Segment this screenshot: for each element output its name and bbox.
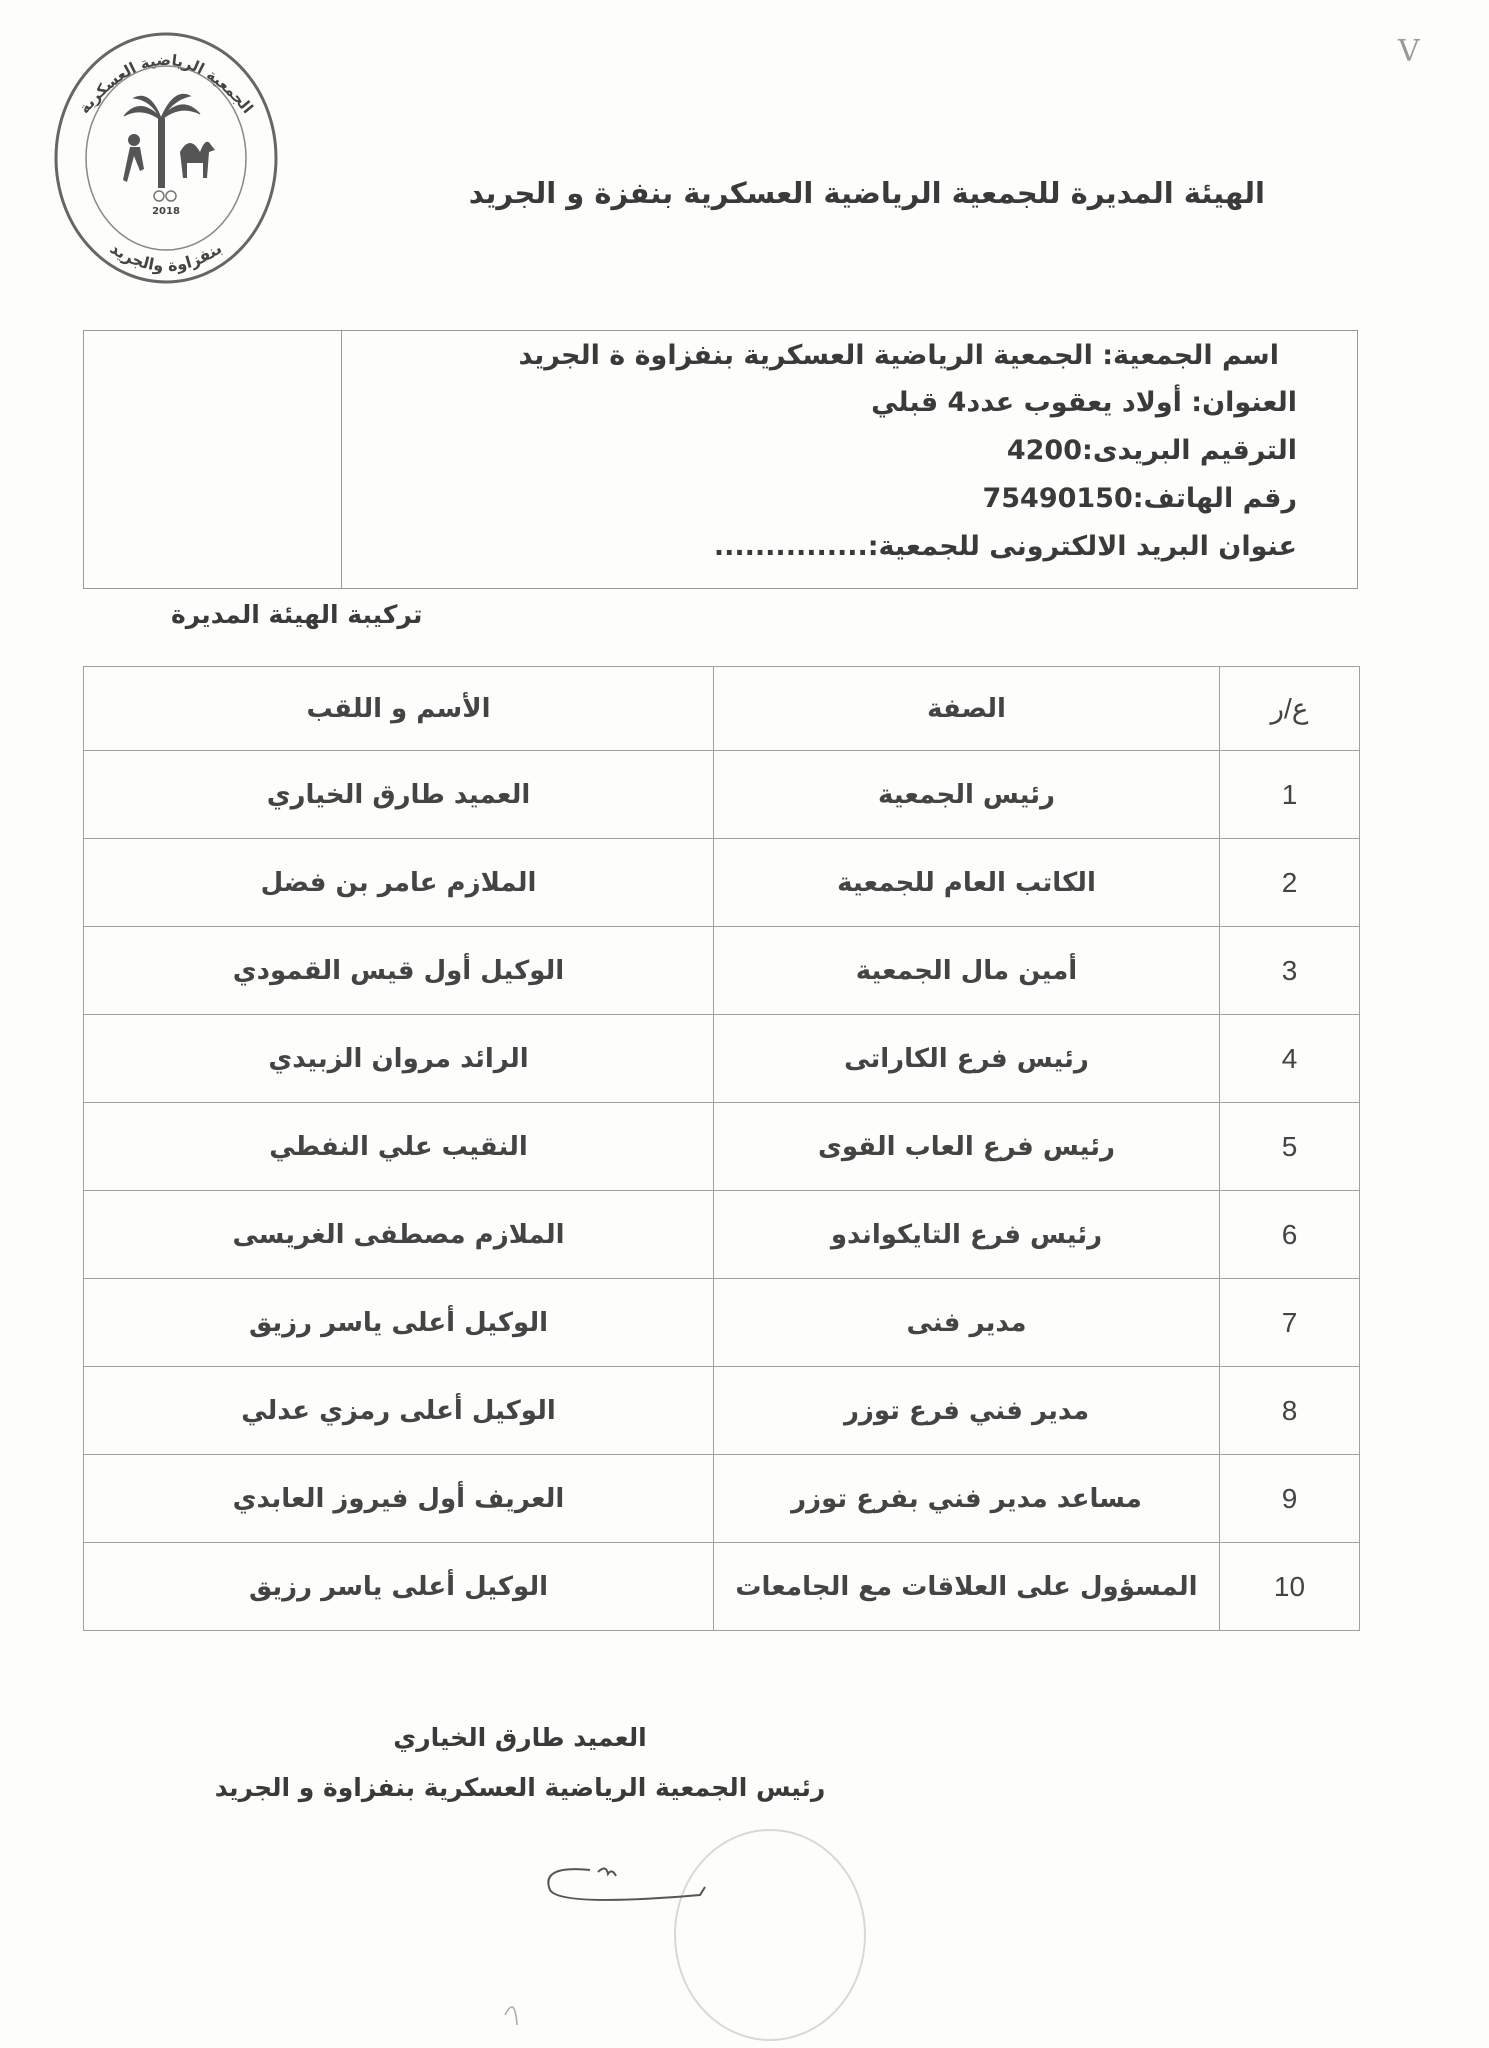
table-row <box>84 1103 1360 1191</box>
row-name: الملازم مصطفى الغريسى <box>84 1191 714 1279</box>
row-name: الوكيل أعلى ياسر رزيق <box>84 1543 714 1631</box>
page-title: الهيئة المديرة للجمعية الرياضية العسكرية بنفزة و الجريد <box>468 176 1265 210</box>
table-row <box>84 1455 1360 1543</box>
row-role: مساعد مدير فني بفرع توزر <box>714 1455 1220 1543</box>
association-postal-code: الترقيم البريدى:4200 <box>1006 435 1297 466</box>
table-row <box>84 1543 1360 1631</box>
row-name: العريف أول فيروز العابدي <box>84 1455 714 1543</box>
header-role: الصفة <box>714 667 1220 751</box>
row-role: مدير فنى <box>714 1279 1220 1367</box>
association-name: اسم الجمعية: الجمعية الرياضية العسكرية بنفزاوة ة الجريد <box>518 340 1279 371</box>
section-subtitle: تركيبة الهيئة المديرة <box>171 600 423 629</box>
row-number: 8 <box>1220 1367 1360 1455</box>
row-role: مدير فني فرع توزر <box>714 1367 1220 1455</box>
table-row <box>84 1191 1360 1279</box>
table-row <box>84 751 1360 839</box>
row-number: 1 <box>1220 751 1360 839</box>
row-role: أمين مال الجمعية <box>714 927 1220 1015</box>
athlete-icon <box>123 134 144 182</box>
association-email: عنوان البريد الالكترونى للجمعية:............... <box>713 531 1297 562</box>
row-role: رئيس فرع الكاراتى <box>714 1015 1220 1103</box>
header-number: ع/ر <box>1220 667 1360 751</box>
signatory-title: رئيس الجمعية الرياضية العسكرية بنفزاوة و الجريد <box>214 1773 826 1802</box>
row-name: النقيب علي النفطي <box>84 1103 714 1191</box>
board-members-table <box>83 666 1360 1631</box>
logo-text-bottom: بنفزاوة والجريد <box>106 238 226 276</box>
row-name: العميد طارق الخياري <box>84 751 714 839</box>
row-number: 10 <box>1220 1543 1360 1631</box>
association-address: العنوان: أولاد يعقوب عدد4 قبلي <box>871 387 1297 418</box>
row-name: الرائد مروان الزبيدي <box>84 1015 714 1103</box>
association-phone: رقم الهاتف:75490150 <box>982 483 1297 514</box>
row-number: 5 <box>1220 1103 1360 1191</box>
row-role: المسؤول على العلاقات مع الجامعات <box>714 1543 1220 1631</box>
row-role: رئيس الجمعية <box>714 751 1220 839</box>
faded-stamp <box>675 1830 865 2040</box>
row-role: رئيس فرع العاب القوى <box>714 1103 1220 1191</box>
row-role: رئيس فرع التايكواندو <box>714 1191 1220 1279</box>
info-box-divider <box>341 331 342 588</box>
row-number: 4 <box>1220 1015 1360 1103</box>
camel-icon <box>180 142 215 178</box>
table-row <box>84 1367 1360 1455</box>
signature-and-stamp <box>480 1815 920 2045</box>
row-name: الوكيل أول قيس القمودي <box>84 927 714 1015</box>
row-number: 9 <box>1220 1455 1360 1543</box>
logo-year: 2018 <box>152 206 180 217</box>
table-row <box>84 839 1360 927</box>
logo-text-top: الجمعية الرياضية العسكرية <box>75 50 257 118</box>
row-number: 3 <box>1220 927 1360 1015</box>
row-name: الوكيل أعلى ياسر رزيق <box>84 1279 714 1367</box>
table-header-row <box>84 667 1360 751</box>
svg-text:بنفزاوة والجريد <box>107 238 226 275</box>
association-info-box <box>83 330 1358 589</box>
rings-icon <box>154 191 176 201</box>
table-row <box>84 1015 1360 1103</box>
association-logo <box>50 30 282 286</box>
table-row <box>84 927 1360 1015</box>
row-number: 6 <box>1220 1191 1360 1279</box>
table-row <box>84 1279 1360 1367</box>
row-role: الكاتب العام للجمعية <box>714 839 1220 927</box>
header-name: الأسم و اللقب <box>84 667 714 751</box>
row-number: 7 <box>1220 1279 1360 1367</box>
signatory-name: العميد طارق الخياري <box>393 1723 647 1752</box>
row-number: 2 <box>1220 839 1360 927</box>
row-name: الملازم عامر بن فضل <box>84 839 714 927</box>
page-mark: V <box>1398 34 1420 69</box>
row-name: الوكيل أعلى رمزي عدلي <box>84 1367 714 1455</box>
